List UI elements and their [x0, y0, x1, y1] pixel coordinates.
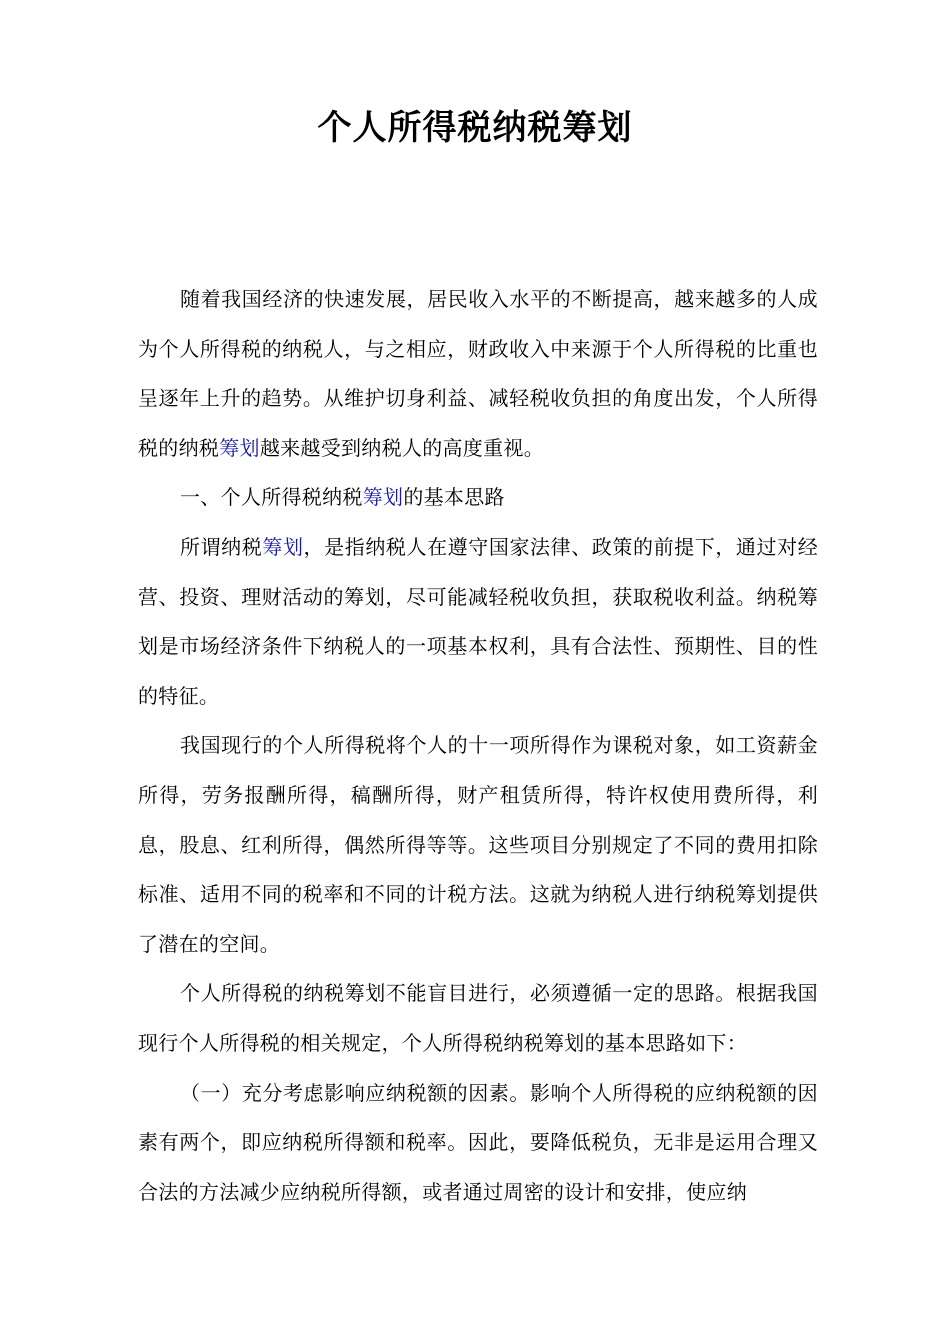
- paragraph-income-items: 我国现行的个人所得税将个人的十一项所得作为课税对象，如工资薪金所得，劳务报酬所得，稿酬所得，财产租赁所得，特许权使用费所得，利息，股息、红利所得，偶然所得等等。这些项目分别规定了不同的费用扣除标准、适用不同的税率和不同的计税方法。这就为纳税人进行纳税筹划提供了潜在的空间。: [138, 733, 818, 956]
- paragraph-intro: [138, 275, 818, 473]
- section-heading: [138, 473, 818, 523]
- paragraph-factors: （一）充分考虑影响应纳税额的因素。影响个人所得税的应纳税额的因素有两个，即应纳税所得额和税率。因此，要降低税负，无非是运用合理又合法的方法减少应纳税所得额，或者通过周密的设计和安排，使应纳: [138, 1080, 818, 1204]
- paragraph-text: 随着我国经济的快速发展，居民收入水平的不断提高，越来越多的人成为个人所得税的纳税人，与之相应，财政收入中来源于个人所得税的比重也呈逐年上升的趋势。从维护切身利益、减轻税收负担的角度出发，个人所得税的纳税: [138, 287, 818, 460]
- document-body: [138, 275, 818, 1217]
- paragraph-text: 所谓纳税: [180, 534, 263, 559]
- paragraph-text: 越来越受到纳税人的高度重视。: [259, 435, 545, 460]
- planning-link[interactable]: 筹划: [362, 485, 404, 510]
- planning-link[interactable]: 筹划: [262, 534, 304, 559]
- paragraph-approach: 个人所得税的纳税筹划不能盲目进行，必须遵循一定的思路。根据我国现行个人所得税的相关规定，个人所得税纳税筹划的基本思路如下：: [138, 981, 818, 1055]
- planning-link[interactable]: 筹划: [219, 435, 260, 460]
- heading-text: 的基本思路: [403, 485, 505, 510]
- paragraph-text: ，是指纳税人在遵守国家法律、政策的前提下，通过对经营、投资、理财活动的筹划，尽可能减轻税收负担，获取税收利益。纳税筹划是市场经济条件下纳税人的一项基本权利，具有合法性、预期性、目的性的特征。: [138, 534, 818, 708]
- paragraph-definition: [138, 523, 818, 721]
- heading-text: 一、个人所得税纳税: [180, 485, 363, 510]
- document-title: 个人所得税纳税筹划: [317, 108, 633, 148]
